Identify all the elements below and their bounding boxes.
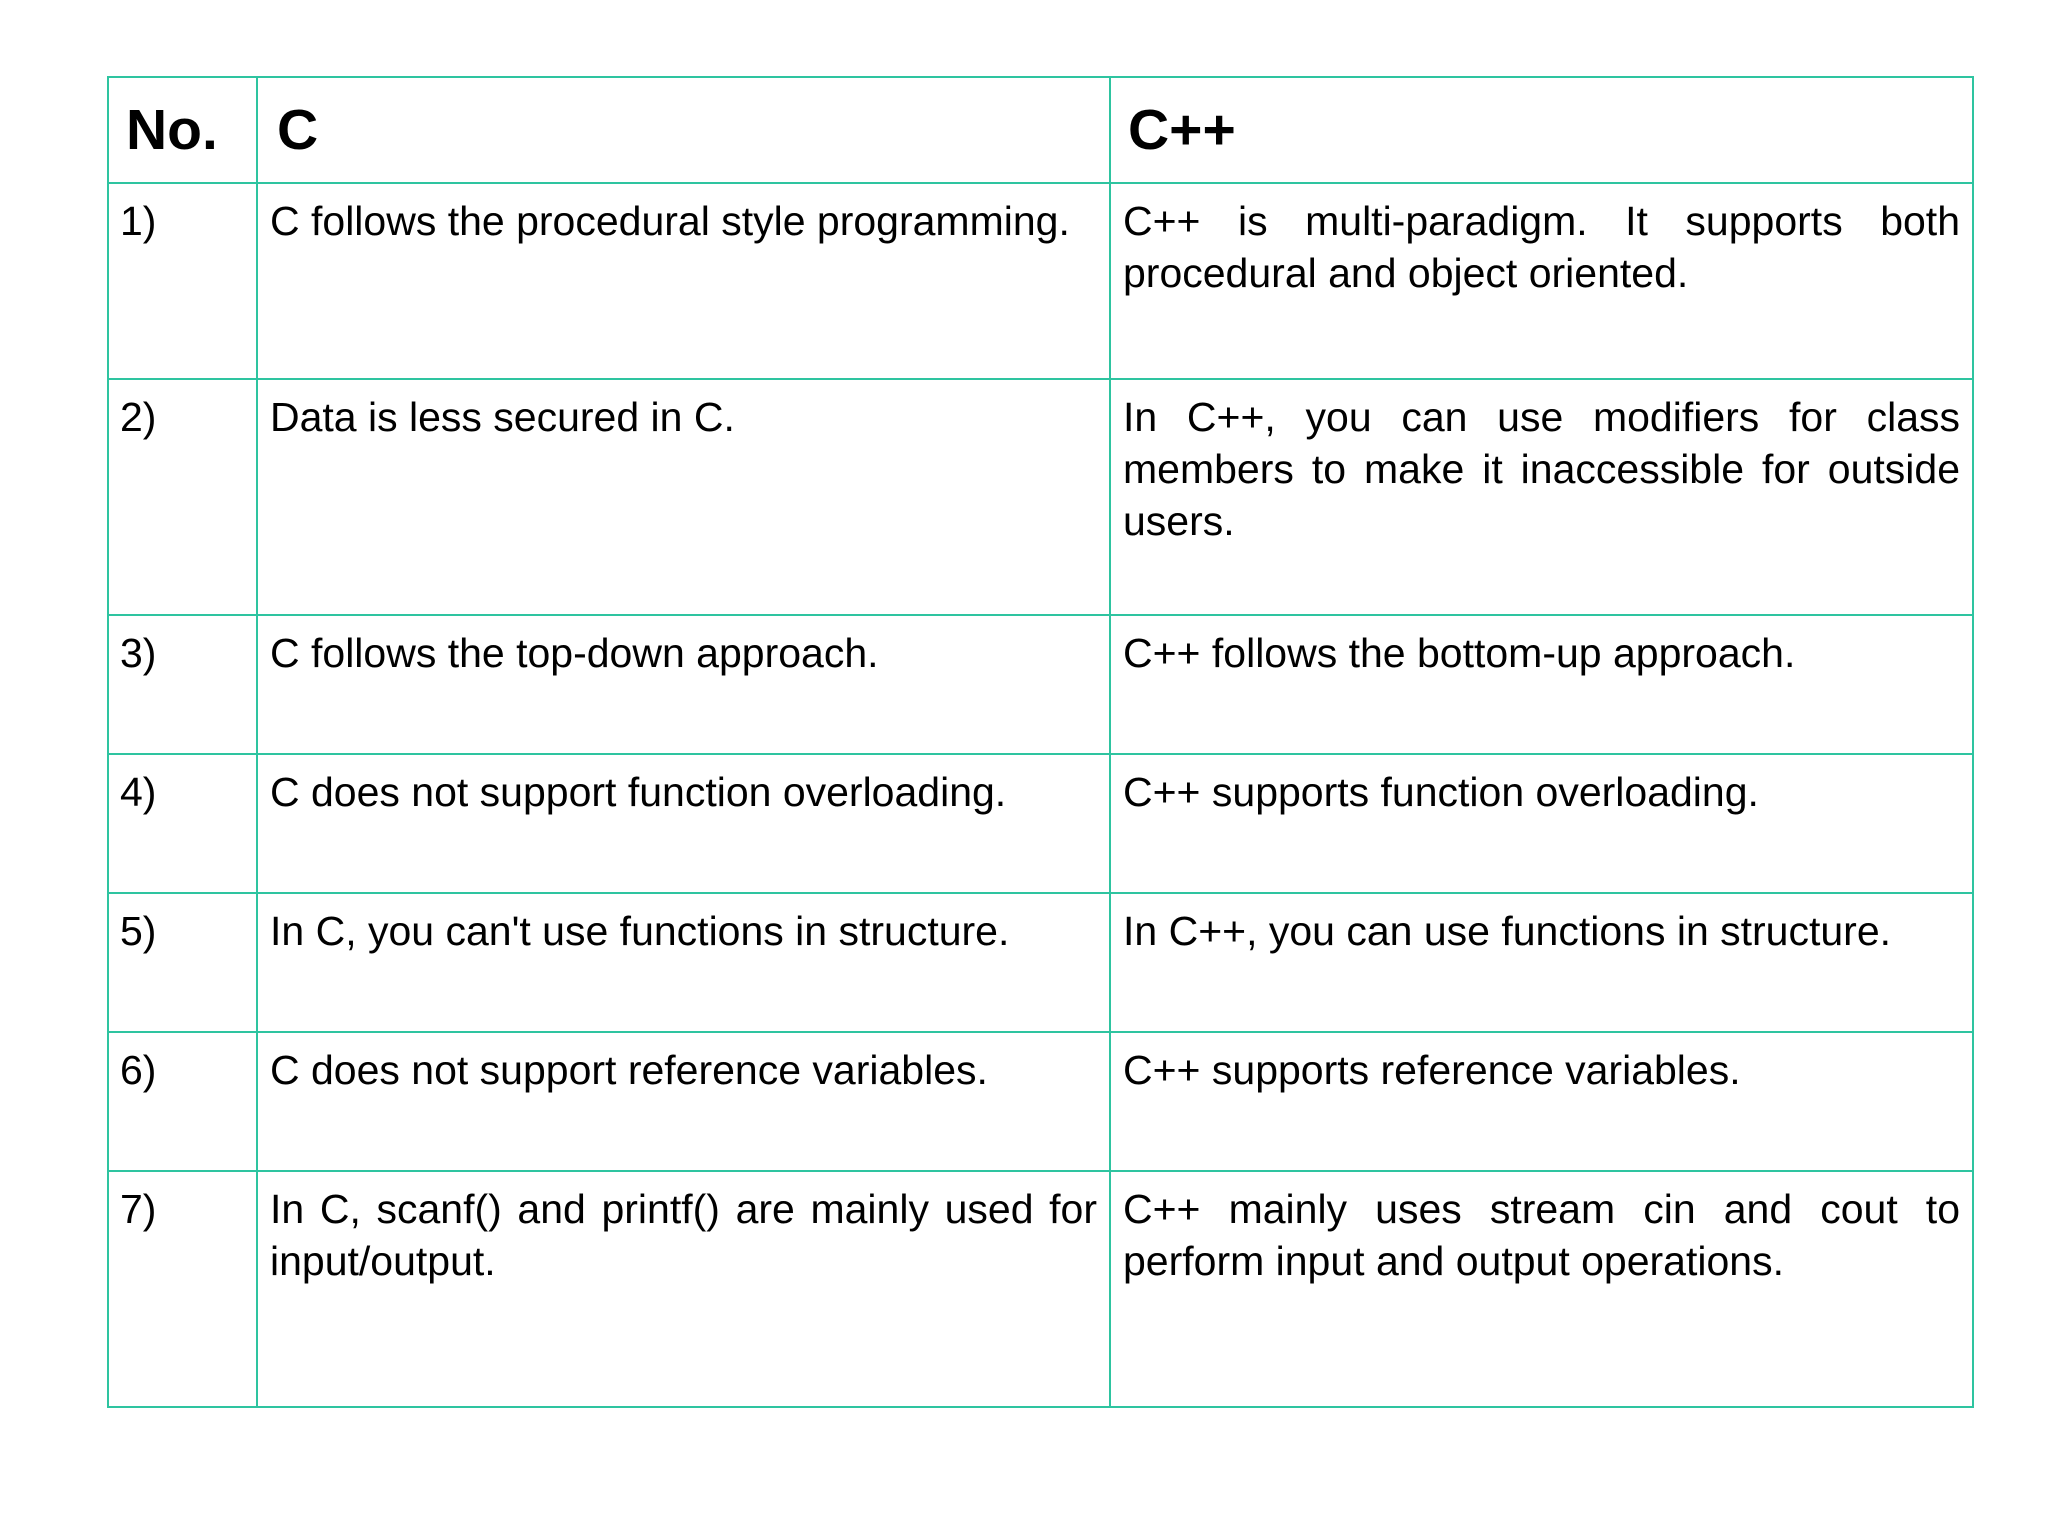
row-number: 6)	[108, 1032, 257, 1171]
cpp-cell: C++ supports function overloading.	[1110, 754, 1973, 893]
cpp-cell: C++ supports reference variables.	[1110, 1032, 1973, 1171]
row-number: 5)	[108, 893, 257, 1032]
comparison-table	[107, 76, 1974, 1408]
table-row	[108, 183, 1973, 379]
c-cell: Data is less secured in C.	[257, 379, 1110, 615]
row-number: 3)	[108, 615, 257, 754]
c-cell: C does not support function overloading.	[257, 754, 1110, 893]
header-c: C	[257, 77, 1110, 183]
row-number: 1)	[108, 183, 257, 379]
cpp-cell: C++ mainly uses stream cin and cout to perform input and output operations.	[1110, 1171, 1973, 1407]
c-cell: In C, scanf() and printf() are mainly used for input/output.	[257, 1171, 1110, 1407]
c-cell: C follows the procedural style programming.	[257, 183, 1110, 379]
header-cpp: C++	[1110, 77, 1973, 183]
cpp-cell: In C++, you can use modifiers for class members to make it inaccessible for outside users.	[1110, 379, 1973, 615]
table-header-row	[108, 77, 1973, 183]
row-number: 2)	[108, 379, 257, 615]
c-cell: C does not support reference variables.	[257, 1032, 1110, 1171]
table-row	[108, 379, 1973, 615]
table-row	[108, 1171, 1973, 1407]
cpp-cell: In C++, you can use functions in structure.	[1110, 893, 1973, 1032]
table-row	[108, 615, 1973, 754]
table-row	[108, 1032, 1973, 1171]
table-row	[108, 893, 1973, 1032]
cpp-cell: C++ follows the bottom-up approach.	[1110, 615, 1973, 754]
table-row	[108, 754, 1973, 893]
c-cell: C follows the top-down approach.	[257, 615, 1110, 754]
c-cell: In C, you can't use functions in structure.	[257, 893, 1110, 1032]
header-no: No.	[108, 77, 257, 183]
row-number: 7)	[108, 1171, 257, 1407]
row-number: 4)	[108, 754, 257, 893]
cpp-cell: C++ is multi-paradigm. It supports both procedural and object oriented.	[1110, 183, 1973, 379]
